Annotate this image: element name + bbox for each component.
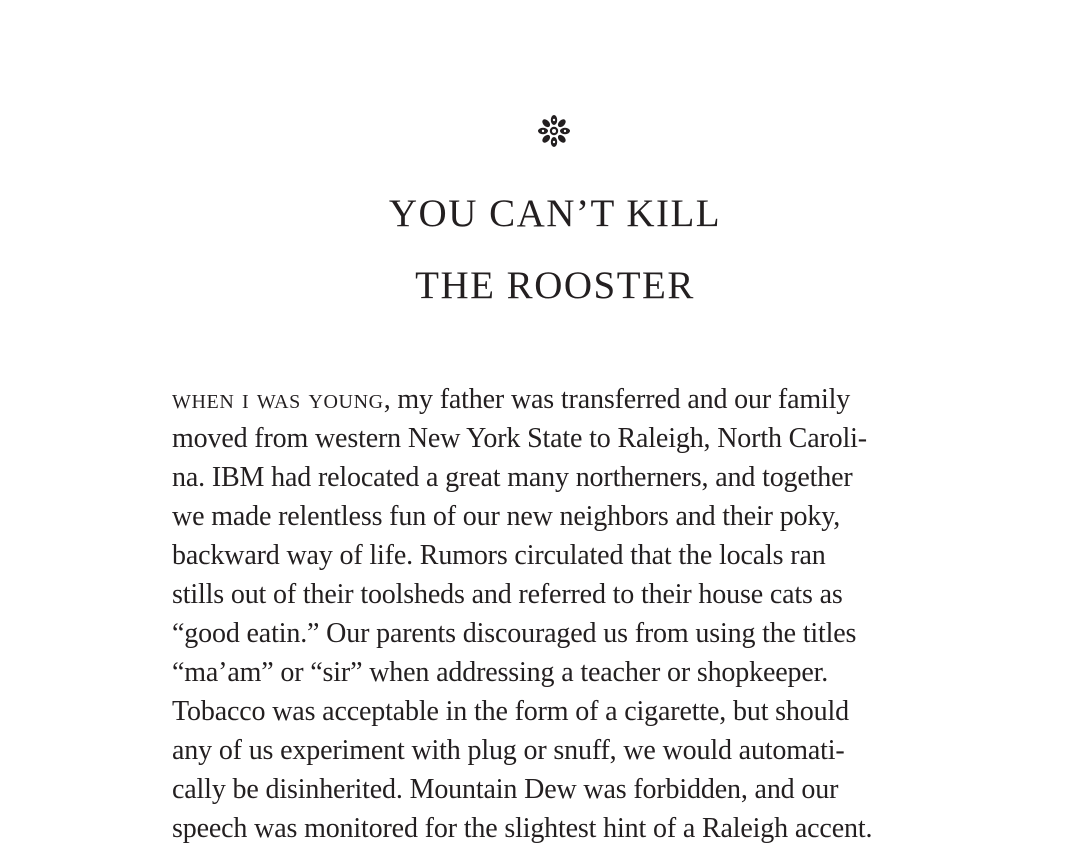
body-line: “ma’am” or “sir” when addressing a teacher or shopkeeper. [172,657,829,688]
body-line: speech was monitored for the slightest hint of a Raleigh accent. [172,813,873,844]
body-line: stills out of their toolsheds and referred to their house cats as [172,579,843,610]
body-line: moved from western New York State to Raleigh, North Caroli- [172,423,867,454]
lead-in-small-caps: when i was young [172,384,384,415]
first-line-rest: , my father was transferred and our family [383,384,851,415]
body-line: na. IBM had relocated a great many northerners, and together [172,462,853,493]
body-line: “good eatin.” Our parents discouraged us from using the titles [172,618,857,649]
body-line: any of us experiment with plug or snuff, we would automati- [172,735,845,766]
body-line: backward way of life. Rumors circulated that the locals ran [172,540,826,571]
body-line: cally be disinherited. Mountain Dew was forbidden, and our [172,774,839,805]
body-line: we made relentless fun of our new neighbors and their poky, [172,501,841,532]
chapter-title-line-1: YOU CAN’T KILL [388,192,722,235]
chapter-title-line-2: THE ROOSTER [415,264,695,307]
body-line: Tobacco was acceptable in the form of a cigarette, but should [172,696,849,727]
floral-ornament-icon [536,113,572,149]
chapter-body [172,380,952,848]
body-line [172,380,952,419]
